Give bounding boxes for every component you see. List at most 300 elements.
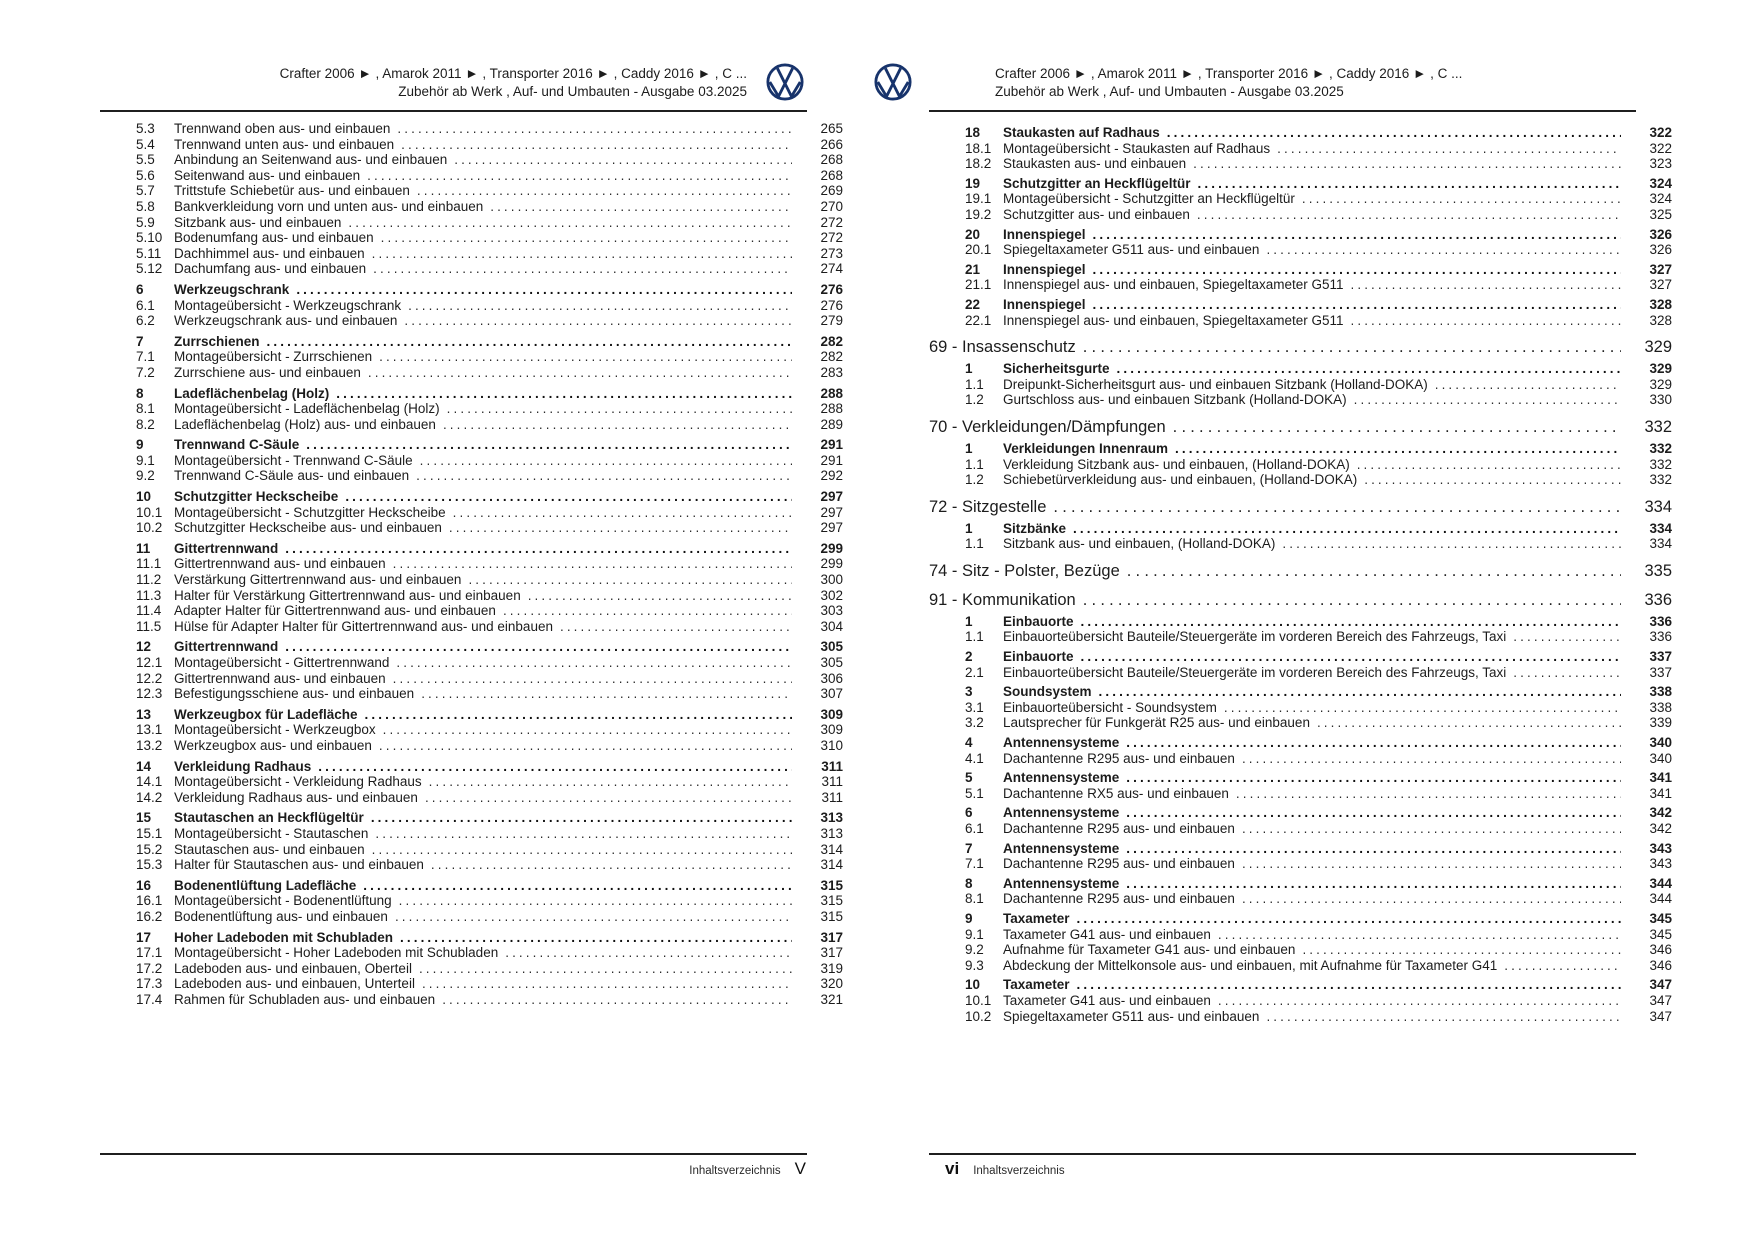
toc-entry-page: 343 bbox=[1649, 856, 1672, 872]
toc-entry-page: 266 bbox=[820, 136, 843, 152]
toc-entry-title: Bodenentlüftung aus- und einbauen bbox=[174, 908, 388, 924]
toc-entry-title: Montageübersicht - Staukasten auf Radhaus bbox=[1003, 140, 1271, 156]
dot-leader bbox=[1302, 191, 1621, 207]
toc-entry-page: 346 bbox=[1649, 942, 1672, 958]
toc-row bbox=[100, 152, 843, 168]
toc-entry-title: Gittertrennwand bbox=[174, 540, 279, 556]
toc-entry-number: 7 bbox=[965, 840, 973, 856]
toc-entry-page: 310 bbox=[820, 737, 843, 753]
toc-entry-page: 344 bbox=[1649, 891, 1672, 907]
toc-entry-number: 9 bbox=[965, 910, 973, 926]
toc-entry-number: 6.1 bbox=[136, 297, 155, 313]
toc-entry-page: 291 bbox=[820, 452, 843, 468]
toc-row bbox=[929, 1009, 1672, 1025]
toc-row bbox=[100, 137, 843, 153]
toc-entry-page: 347 bbox=[1649, 1008, 1672, 1024]
toc-entry-title: Schutzgitter an Heckflügeltür bbox=[1003, 175, 1191, 191]
toc-entry-title: Montageübersicht - Werkzeugschrank bbox=[174, 297, 402, 313]
toc-entry-number: 6 bbox=[965, 805, 973, 821]
dot-leader bbox=[1242, 856, 1621, 872]
dot-leader bbox=[1364, 472, 1621, 488]
dot-leader bbox=[447, 401, 792, 417]
toc-entry-title: Taxameter G41 aus- und einbauen bbox=[1003, 926, 1211, 942]
toc-row bbox=[100, 417, 843, 433]
toc-row bbox=[929, 472, 1672, 488]
toc-entry-number: 15 bbox=[136, 810, 152, 826]
toc-entry-title: Sitzbank aus- und einbauen, (Holland-DOKA) bbox=[1003, 536, 1276, 552]
toc-entry-number: 1.2 bbox=[965, 392, 984, 408]
toc-row bbox=[100, 686, 843, 702]
toc-entry-page: 337 bbox=[1649, 649, 1672, 665]
footer-page-numeral: vi bbox=[945, 1159, 960, 1178]
dot-leader bbox=[1083, 337, 1621, 357]
toc-entry-number: 13.2 bbox=[136, 737, 163, 753]
toc-row bbox=[100, 556, 843, 572]
toc-entry-number: 1 bbox=[965, 520, 973, 536]
dot-leader bbox=[1277, 141, 1621, 157]
toc-entry-page: 314 bbox=[820, 857, 843, 873]
toc-entry-page: 345 bbox=[1649, 910, 1672, 926]
toc-entry-page: 311 bbox=[821, 774, 843, 790]
toc-entry-number: 12.1 bbox=[136, 655, 163, 670]
toc-entry-title: Antennensysteme bbox=[1003, 770, 1120, 786]
toc-entry-number: 18 bbox=[965, 125, 981, 140]
right-page bbox=[929, 62, 1672, 1202]
dot-leader bbox=[306, 437, 792, 453]
toc-entry-number: 5.5 bbox=[136, 152, 155, 168]
toc-list bbox=[100, 121, 843, 1007]
dot-leader bbox=[372, 246, 792, 262]
dot-leader bbox=[285, 639, 792, 655]
toc-entry-page: 276 bbox=[820, 297, 843, 313]
toc-entry-number: 7.2 bbox=[136, 364, 155, 380]
dot-leader bbox=[421, 686, 792, 702]
dot-leader bbox=[1193, 156, 1621, 172]
toc-entry-number: 11.2 bbox=[136, 572, 162, 588]
toc-entry-page: 314 bbox=[820, 841, 843, 857]
dot-leader bbox=[429, 774, 792, 790]
toc-row bbox=[929, 735, 1672, 751]
toc-entry-page: 268 bbox=[820, 167, 843, 183]
toc-row bbox=[929, 805, 1672, 821]
toc-entry-number: 3.1 bbox=[965, 699, 984, 715]
toc-row bbox=[100, 183, 843, 199]
toc-entry-title: Montageübersicht - Bodenentlüftung bbox=[174, 893, 392, 909]
toc-row bbox=[100, 199, 843, 215]
toc-entry-title: Dachumfang aus- und einbauen bbox=[174, 261, 367, 277]
toc-entry-number: 9.1 bbox=[136, 452, 155, 468]
toc-row bbox=[100, 930, 843, 946]
toc-entry-title: Gittertrennwand aus- und einbauen bbox=[174, 670, 386, 686]
toc-entry-number: 1.2 bbox=[965, 472, 984, 488]
footer-page-numeral: V bbox=[794, 1159, 806, 1178]
toc-entry-number: 15.1 bbox=[136, 825, 163, 841]
dot-leader bbox=[396, 655, 792, 671]
toc-entry-page: 315 bbox=[820, 908, 843, 924]
toc-row bbox=[100, 215, 843, 231]
toc-entry-page: 268 bbox=[820, 152, 843, 168]
dot-leader bbox=[468, 572, 792, 588]
toc-entry-title: Montageübersicht - Trennwand C-Säule bbox=[174, 452, 413, 468]
toc-row bbox=[929, 715, 1672, 731]
vw-logo-icon bbox=[874, 63, 912, 101]
toc-entry-number: 13 bbox=[136, 706, 152, 722]
dot-leader bbox=[1317, 715, 1621, 731]
toc-entry-title: Verkleidung Sitzbank aus- und einbauen, (Holland-DOKA) bbox=[1003, 456, 1350, 472]
header-vehicle-line: Crafter 2006 ► , Amarok 2011 ► , Transporter 2016 ► , Caddy 2016 ► , C ... bbox=[279, 66, 747, 81]
toc-entry-number: 5.11 bbox=[136, 245, 162, 261]
toc-row bbox=[100, 707, 843, 723]
toc-row bbox=[929, 911, 1672, 927]
toc-entry-title: Einbauorte bbox=[1003, 649, 1074, 665]
dot-leader bbox=[1218, 927, 1621, 943]
toc-entry-number: 10.2 bbox=[965, 1008, 992, 1024]
dot-leader bbox=[1242, 821, 1621, 837]
toc-entry-title: Halter für Stautaschen aus- und einbauen bbox=[174, 857, 424, 873]
toc-entry-title: Einbauorteübersicht Bauteile/Steuergeräte im vorderen Bereich des Fahrzeugs, Taxi bbox=[1003, 629, 1507, 645]
dot-leader bbox=[1198, 176, 1621, 192]
dot-leader bbox=[401, 137, 792, 153]
toc-entry-page: 315 bbox=[820, 877, 843, 893]
toc-row bbox=[100, 961, 843, 977]
dot-leader bbox=[336, 386, 792, 402]
dot-leader bbox=[1302, 942, 1621, 958]
toc-entry-page: 311 bbox=[821, 789, 843, 805]
toc-entry-page: 340 bbox=[1649, 750, 1672, 766]
toc-entry-title: Dachantenne R295 aus- und einbauen bbox=[1003, 856, 1235, 872]
toc-row bbox=[100, 282, 843, 298]
toc-entry-page: 317 bbox=[820, 929, 843, 945]
toc-entry-number: 7.1 bbox=[136, 349, 155, 365]
toc-entry-title: Staukasten auf Radhaus bbox=[1003, 125, 1160, 140]
dot-leader bbox=[1218, 993, 1621, 1009]
dot-leader bbox=[422, 976, 792, 992]
toc-row bbox=[100, 230, 843, 246]
dot-leader bbox=[1242, 751, 1621, 767]
toc-entry-number: 11 bbox=[136, 540, 151, 556]
toc-row bbox=[929, 392, 1672, 408]
toc-entry-title: Lautsprecher für Funkgerät R25 aus- und einbauen bbox=[1003, 715, 1310, 731]
footer-label: Inhaltsverzeichnis bbox=[689, 1165, 781, 1177]
toc-row bbox=[929, 227, 1672, 243]
dot-leader bbox=[1175, 441, 1621, 457]
toc-entry-page: 329 bbox=[1649, 361, 1672, 377]
dot-leader bbox=[285, 541, 792, 557]
toc-entry-number: 5.10 bbox=[136, 230, 163, 246]
toc-entry-title: Montageübersicht - Hoher Ladeboden mit Schubladen bbox=[174, 945, 499, 961]
dot-leader bbox=[1167, 125, 1621, 141]
toc-entry-page: 329 bbox=[1649, 376, 1672, 392]
header-vehicle-line: Crafter 2006 ► , Amarok 2011 ► , Transporter 2016 ► , Caddy 2016 ► , C ... bbox=[995, 66, 1463, 81]
dot-leader bbox=[1126, 876, 1621, 892]
dot-leader bbox=[379, 738, 792, 754]
dot-leader bbox=[1053, 497, 1621, 517]
toc-entry-title: Sitzbank aus- und einbauen bbox=[174, 214, 342, 230]
footer-label: Inhaltsverzeichnis bbox=[973, 1165, 1065, 1177]
dot-leader bbox=[267, 334, 792, 350]
toc-entry-number: 5.1 bbox=[965, 785, 984, 801]
toc-entry-title: Schiebetürverkleidung aus- und einbauen, (Holland-DOKA) bbox=[1003, 472, 1358, 488]
toc-entry-page: 311 bbox=[821, 758, 843, 774]
toc-entry-page: 325 bbox=[1649, 206, 1672, 222]
toc-entry-page: 297 bbox=[820, 520, 843, 536]
toc-entry-number: 17.3 bbox=[136, 976, 163, 992]
dot-leader bbox=[1266, 1009, 1621, 1025]
dot-leader bbox=[1077, 911, 1621, 927]
toc-entry-number: 19 bbox=[965, 175, 981, 191]
toc-row bbox=[100, 168, 843, 184]
toc-entry-number: 5.4 bbox=[136, 136, 155, 152]
toc-row bbox=[100, 489, 843, 505]
toc-row bbox=[100, 572, 843, 588]
toc-entry-title: 72 - Sitzgestelle bbox=[929, 497, 1047, 516]
toc-entry-number: 14.2 bbox=[136, 789, 163, 805]
toc-row bbox=[929, 856, 1672, 872]
toc-row bbox=[100, 738, 843, 754]
dot-leader bbox=[1093, 297, 1621, 313]
footer-rule bbox=[929, 1153, 1636, 1155]
toc-row bbox=[929, 536, 1672, 552]
toc-entry-number: 11.1 bbox=[136, 556, 162, 572]
dot-leader bbox=[399, 893, 792, 909]
toc-entry-title: 69 - Insassenschutz bbox=[929, 338, 1076, 357]
toc-entry-number: 2.1 bbox=[965, 664, 984, 680]
toc-entry-number: 19.1 bbox=[965, 191, 992, 207]
toc-entry-title: Werkzeugschrank bbox=[174, 281, 290, 297]
toc-entry-number: 8.2 bbox=[136, 416, 155, 432]
toc-row bbox=[100, 810, 843, 826]
dot-leader bbox=[375, 826, 792, 842]
toc-entry-title: Sitzbänke bbox=[1003, 520, 1067, 536]
toc-entry-title: Taxameter G41 aus- und einbauen bbox=[1003, 992, 1211, 1008]
dot-leader bbox=[395, 909, 792, 925]
toc-entry-number: 2 bbox=[965, 649, 973, 665]
page-header bbox=[995, 65, 1462, 100]
dot-leader bbox=[505, 945, 792, 961]
dot-leader bbox=[1513, 629, 1621, 645]
toc-entry-number: 5.8 bbox=[136, 198, 155, 214]
toc-entry-number: 10.2 bbox=[136, 520, 163, 536]
toc-entry-page: 269 bbox=[820, 183, 843, 199]
toc-entry-title: Stautaschen an Heckflügeltür bbox=[174, 810, 364, 826]
dot-leader bbox=[1081, 614, 1621, 630]
toc-row bbox=[100, 842, 843, 858]
toc-entry-number: 1.1 bbox=[965, 456, 984, 472]
toc-entry-title: Ladeflächenbelag (Holz) aus- und einbauen bbox=[174, 416, 436, 432]
toc-entry-title: Spiegeltaxameter G511 aus- und einbauen bbox=[1003, 242, 1260, 258]
toc-entry-number: 16.2 bbox=[136, 908, 163, 924]
toc-entry-number: 8.1 bbox=[965, 891, 984, 907]
dot-leader bbox=[1435, 377, 1621, 393]
toc-row bbox=[929, 176, 1672, 192]
dot-leader bbox=[1126, 770, 1621, 786]
toc-row bbox=[929, 821, 1672, 837]
toc-entry-number: 5.3 bbox=[136, 121, 155, 136]
toc-row bbox=[100, 857, 843, 873]
dot-leader bbox=[393, 671, 792, 687]
dot-leader bbox=[383, 722, 792, 738]
toc-entry-title: Hülse für Adapter Halter für Gittertrennwand aus- und einbauen bbox=[174, 618, 553, 634]
toc-entry-page: 323 bbox=[1649, 156, 1672, 172]
toc-entry-number: 10.1 bbox=[136, 504, 163, 520]
toc-entry-page: 288 bbox=[820, 385, 843, 401]
toc-entry-page: 332 bbox=[1644, 417, 1672, 436]
toc-entry-title: Dachantenne R295 aus- und einbauen bbox=[1003, 821, 1235, 836]
dot-leader bbox=[1351, 313, 1622, 329]
toc-entry-page: 336 bbox=[1644, 590, 1672, 609]
dot-leader bbox=[449, 520, 792, 536]
toc-entry-number: 9.2 bbox=[136, 468, 155, 484]
dot-leader bbox=[1093, 262, 1621, 278]
toc-entry-number: 21.1 bbox=[965, 277, 992, 293]
toc-entry-number: 9 bbox=[136, 437, 144, 453]
dot-leader bbox=[420, 453, 792, 469]
header-edition-line: Zubehör ab Werk , Auf- und Umbauten - Ausgabe 03.2025 bbox=[995, 83, 1344, 99]
dot-leader bbox=[381, 230, 792, 246]
toc-entry-title: 91 - Kommunikation bbox=[929, 590, 1076, 609]
dot-leader bbox=[296, 282, 792, 298]
toc-entry-page: 340 bbox=[1649, 735, 1672, 751]
toc-entry-title: Montageübersicht - Schutzgitter Heckscheibe bbox=[174, 504, 446, 520]
toc-entry-page: 329 bbox=[1644, 338, 1672, 357]
toc-entry-page: 343 bbox=[1649, 840, 1672, 856]
toc-entry-number: 17.4 bbox=[136, 991, 163, 1007]
toc-entry-page: 282 bbox=[820, 349, 843, 365]
toc-row bbox=[100, 365, 843, 381]
vw-logo-icon bbox=[766, 63, 804, 101]
toc-entry-title: Verkleidung Radhaus bbox=[174, 758, 312, 774]
toc-entry-page: 320 bbox=[820, 976, 843, 992]
toc-entry-number: 1 bbox=[965, 613, 973, 629]
toc-entry-title: Einbauorteübersicht Bauteile/Steuergeräte im vorderen Bereich des Fahrzeugs, Taxi bbox=[1003, 664, 1507, 680]
dot-leader bbox=[1126, 841, 1621, 857]
toc-entry-title: Rahmen für Schubladen aus- und einbauen bbox=[174, 991, 436, 1007]
toc-entry-page: 313 bbox=[820, 810, 843, 826]
toc-row bbox=[929, 942, 1672, 958]
toc-entry-title: Innenspiegel aus- und einbauen, Spiegeltaxameter G511 bbox=[1003, 277, 1344, 293]
toc-entry-title: Befestigungsschiene aus- und einbauen bbox=[174, 686, 415, 702]
toc-row bbox=[100, 505, 843, 521]
toc-row bbox=[929, 977, 1672, 993]
toc-row bbox=[100, 671, 843, 687]
toc-entry-number: 7 bbox=[136, 333, 144, 349]
toc-entry-title: Innenspiegel bbox=[1003, 296, 1086, 312]
dot-leader bbox=[453, 505, 792, 521]
toc-entry-title: 74 - Sitz - Polster, Bezüge bbox=[929, 561, 1120, 580]
toc-entry-title: Trennwand C-Säule aus- und einbauen bbox=[174, 468, 410, 484]
toc-entry-page: 345 bbox=[1649, 926, 1672, 942]
toc-entry-number: 12 bbox=[136, 639, 152, 655]
toc-entry-page: 313 bbox=[820, 825, 843, 841]
dot-leader bbox=[1282, 536, 1621, 552]
toc-entry-page: 328 bbox=[1649, 312, 1672, 328]
toc-row bbox=[100, 520, 843, 536]
dot-leader bbox=[408, 298, 792, 314]
dot-leader bbox=[1357, 457, 1621, 473]
toc-entry-page: 309 bbox=[820, 722, 843, 738]
toc-entry-page: 334 bbox=[1649, 536, 1672, 552]
toc-entry-number: 11.5 bbox=[136, 618, 162, 634]
dot-leader bbox=[1197, 207, 1621, 223]
toc-entry-page: 326 bbox=[1649, 226, 1672, 242]
dot-leader bbox=[442, 992, 792, 1008]
toc-entry-title: Einbauorteübersicht - Soundsystem bbox=[1003, 699, 1217, 715]
page-footer bbox=[945, 1159, 1065, 1179]
toc-entry-title: Gittertrennwand bbox=[174, 639, 279, 655]
toc-entry-title: Hoher Ladeboden mit Schubladen bbox=[174, 929, 394, 945]
toc-entry-title: Staukasten aus- und einbauen bbox=[1003, 156, 1187, 172]
toc-entry-page: 332 bbox=[1649, 440, 1672, 456]
toc-entry-number: 20 bbox=[965, 226, 981, 242]
toc-row bbox=[929, 417, 1672, 437]
toc-entry-title: Montageübersicht - Gittertrennwand bbox=[174, 655, 390, 670]
dot-leader bbox=[1126, 805, 1621, 821]
dot-leader bbox=[379, 349, 792, 365]
toc-entry-title: Sicherheitsgurte bbox=[1003, 361, 1110, 377]
toc-entry-number: 20.1 bbox=[965, 242, 992, 258]
toc-entry-page: 337 bbox=[1649, 664, 1672, 680]
toc-entry-title: Trittstufe Schiebetür aus- und einbauen bbox=[174, 183, 410, 199]
toc-entry-number: 4.1 bbox=[965, 750, 984, 766]
toc-entry-title: Verkleidungen Innenraum bbox=[1003, 440, 1169, 456]
left-page bbox=[100, 62, 843, 1202]
toc-entry-page: 300 bbox=[820, 572, 843, 588]
toc-row bbox=[929, 242, 1672, 258]
toc-entry-page: 327 bbox=[1649, 277, 1672, 293]
toc-entry-page: 270 bbox=[820, 198, 843, 214]
toc-entry-title: Trennwand C-Säule bbox=[174, 437, 300, 453]
toc-row bbox=[929, 590, 1672, 610]
toc-entry-page: 273 bbox=[820, 245, 843, 261]
toc-row bbox=[100, 386, 843, 402]
toc-row bbox=[929, 207, 1672, 223]
toc-entry-title: Ladeflächenbelag (Holz) bbox=[174, 385, 330, 401]
toc-entry-number: 9.3 bbox=[965, 957, 984, 973]
toc-row bbox=[929, 262, 1672, 278]
toc-row bbox=[929, 700, 1672, 716]
toc-entry-number: 6.1 bbox=[965, 821, 984, 836]
toc-row bbox=[100, 826, 843, 842]
header-rule bbox=[100, 110, 807, 112]
toc-entry-page: 332 bbox=[1649, 456, 1672, 472]
toc-entry-page: 322 bbox=[1649, 125, 1672, 140]
toc-entry-title: Aufnahme für Taxameter G41 aus- und einbauen bbox=[1003, 942, 1296, 958]
dot-leader bbox=[1351, 277, 1622, 293]
toc-entry-page: 347 bbox=[1649, 992, 1672, 1008]
toc-entry-page: 332 bbox=[1649, 472, 1672, 488]
toc-entry-title: 70 - Verkleidungen/Dämpfungen bbox=[929, 417, 1166, 436]
toc-entry-page: 326 bbox=[1649, 242, 1672, 258]
toc-entry-page: 321 bbox=[820, 991, 843, 1007]
toc-entry-number: 11.4 bbox=[136, 603, 162, 619]
toc-row bbox=[929, 684, 1672, 700]
toc-entry-page: 265 bbox=[820, 121, 843, 136]
toc-entry-title: Zurrschiene aus- und einbauen bbox=[174, 364, 361, 380]
toc-entry-title: Bodenentlüftung Ladefläche bbox=[174, 877, 357, 893]
dot-leader bbox=[348, 215, 792, 231]
toc-row bbox=[100, 261, 843, 277]
dot-leader bbox=[373, 261, 792, 277]
toc-row bbox=[929, 958, 1672, 974]
toc-row bbox=[100, 121, 843, 137]
toc-row bbox=[100, 878, 843, 894]
toc-row bbox=[100, 945, 843, 961]
toc-entry-page: 336 bbox=[1649, 613, 1672, 629]
toc-list bbox=[929, 121, 1672, 1024]
toc-row bbox=[929, 561, 1672, 581]
toc-entry-page: 292 bbox=[820, 468, 843, 484]
toc-entry-number: 4 bbox=[965, 735, 973, 751]
